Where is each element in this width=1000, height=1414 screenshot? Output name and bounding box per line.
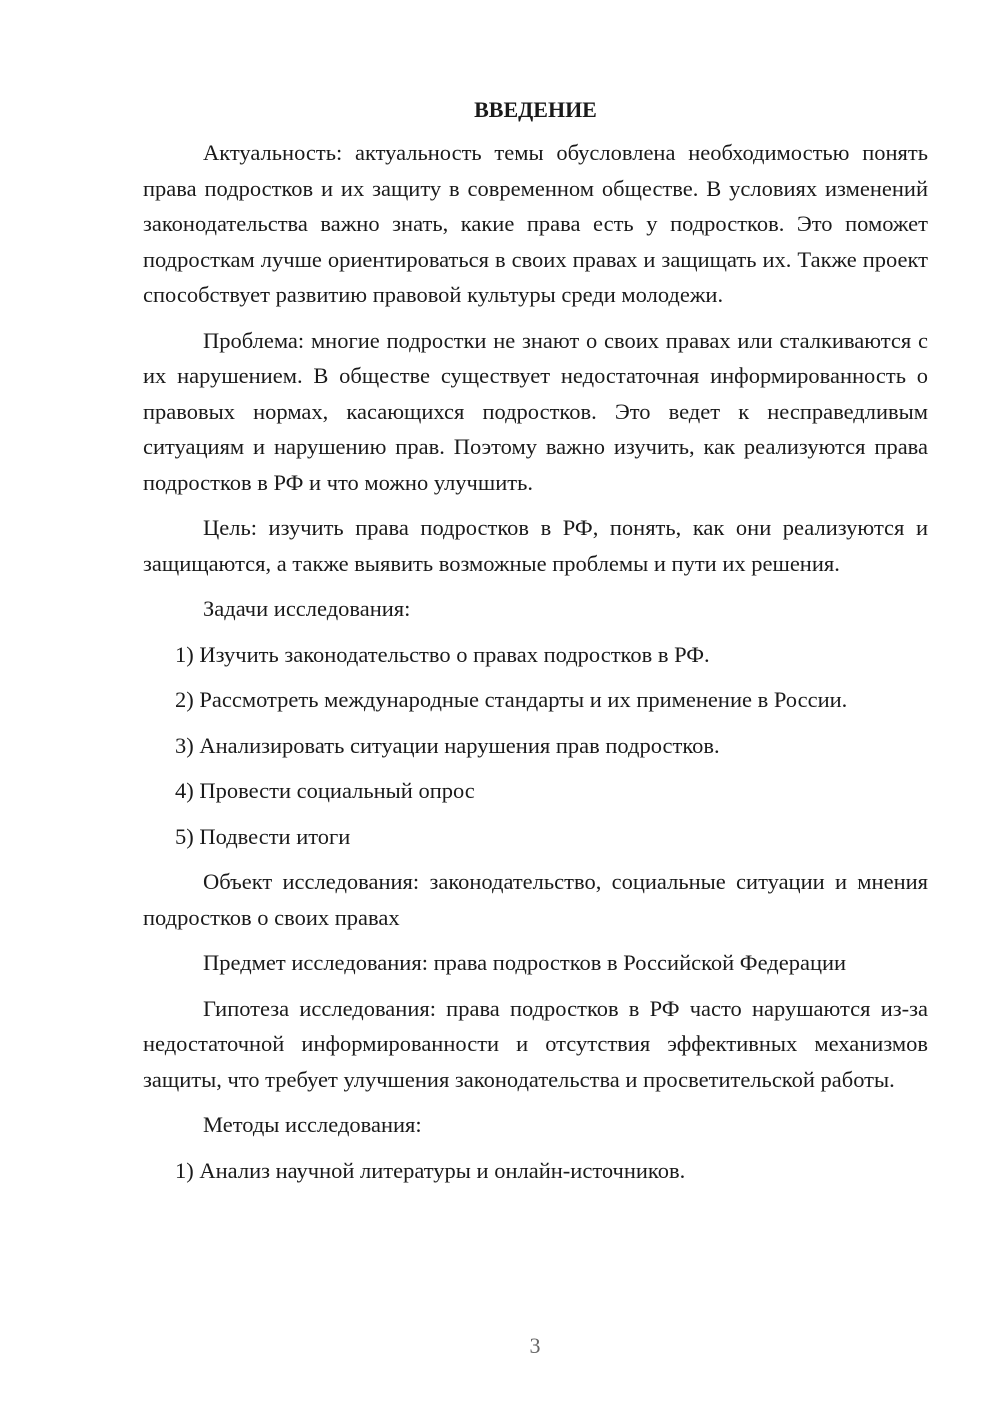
- task-item-3: 3) Анализировать ситуации нарушения прав подростков.: [175, 732, 720, 758]
- page-number: 3: [529, 1333, 541, 1358]
- tasks-heading: Задачи исследования:: [203, 596, 411, 621]
- object-paragraph: Объект исследования: законодательство, социальные ситуации и мнения подростков о своих правах: [143, 869, 928, 930]
- page-content: [143, 92, 928, 1198]
- methods-heading: Методы исследования:: [203, 1112, 422, 1137]
- relevance-paragraph: Актуальность: актуальность темы обусловлена необходимостью понять права подростков и их защиту в современном обществе. В условиях изменений законодательства важно знать, какие права есть у подростков. Это поможет подросткам лучше ориентироваться в своих правах и защищать их. Также проект способствует развитию правовой культуры среди молодежи.: [143, 140, 928, 307]
- goal-paragraph: Цель: изучить права подростков в РФ, понять, как они реализуются и защищаются, а также выявить возможные проблемы и пути их решения.: [143, 515, 928, 576]
- subject-line: Предмет исследования: права подростков в Российской Федерации: [203, 950, 847, 975]
- hypothesis-paragraph: Гипотеза исследования: права подростков в РФ часто нарушаются из-за недостаточной информированности и отсутствия эффективных механизмов защиты, что требует улучшения законодательства и просветительской работы.: [143, 995, 928, 1092]
- page-title: ВВЕДЕНИЕ: [474, 97, 597, 122]
- problem-paragraph: Проблема: многие подростки не знают о своих правах или сталкиваются с их нарушением. В обществе существует недостаточная информированность о правовых нормах, касающихся подростков. Это ведет к несправедливым ситуациям и нарушению прав. Поэтому важно изучить, как реализуются права подростков в РФ и что можно улучшить.: [143, 327, 928, 495]
- task-item-2: 2) Рассмотреть международные стандарты и их применение в России.: [175, 687, 848, 712]
- method-item-1: 1) Анализ научной литературы и онлайн-источников.: [175, 1157, 686, 1183]
- task-item-4: 4) Провести социальный опрос: [175, 778, 475, 803]
- task-item-5: 5) Подвести итоги: [175, 823, 351, 849]
- task-item-1: 1) Изучить законодательство о правах подростков в РФ.: [175, 641, 710, 667]
